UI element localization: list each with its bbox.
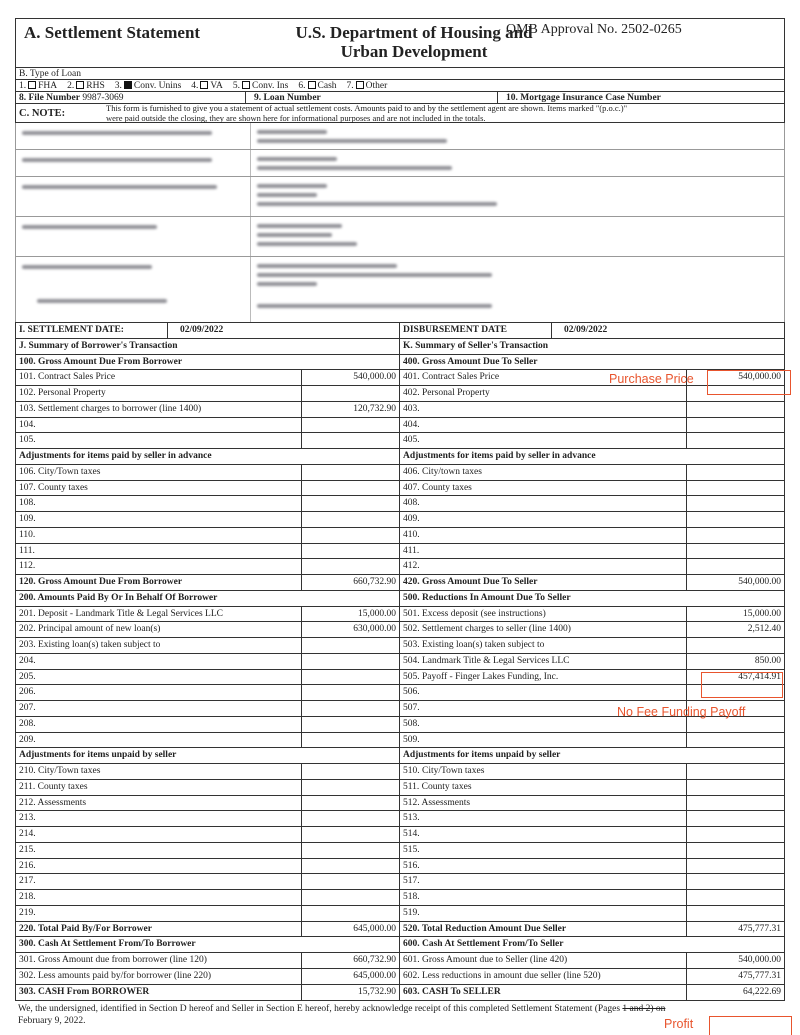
line-item-row [400, 465, 784, 481]
line-item-amount: 540,000.00 [686, 575, 784, 590]
line-item-label: 420. Gross Amount Due To Seller [403, 577, 538, 587]
line-item-amount [686, 559, 784, 574]
line-item-row [400, 843, 784, 859]
line-item-amount [686, 827, 784, 842]
line-item-label: 402. Personal Property [403, 388, 490, 398]
settlement-date-row: I. SETTLEMENT DATE: 02/09/2022 [16, 323, 399, 339]
line-item-label: 401. Contract Sales Price [403, 372, 500, 383]
line-item-label: 500. Reductions In Amount Due To Seller [403, 592, 571, 603]
line-item-amount [686, 859, 784, 874]
line-item-label: 300. Cash At Settlement From/To Borrower [19, 939, 196, 950]
total-row [16, 985, 399, 1001]
line-item-label: 409. [403, 514, 420, 524]
line-item-row [400, 827, 784, 843]
line-item-row [16, 654, 399, 670]
line-item-label: 519. [403, 907, 420, 918]
line-item-amount [301, 906, 399, 921]
note-text: This form is furnished to give you a statement of actual settlement costs. Amounts paid to and by the settlement agent are shown. Items marked "(p.o.c.)" were paid outside the closing, they are shown here for informational purposes and are not included in the totals. [106, 103, 628, 123]
total-row [400, 985, 784, 1001]
annotation-box-purchase-price [707, 370, 791, 395]
loan-type-option[interactable]: 5. Conv. Ins [232, 81, 289, 91]
line-item-label: 202. Principal amount of new loan(s) [19, 624, 161, 635]
line-item-amount [301, 890, 399, 905]
line-item-label: 215. [19, 844, 36, 855]
line-item-amount [686, 890, 784, 905]
line-item-label: 408. [403, 498, 420, 509]
redacted-lender [16, 177, 784, 217]
line-item-amount: 120,732.90 [301, 402, 399, 417]
line-item-label: 404. [403, 419, 420, 430]
line-item-label: 208. [19, 718, 36, 729]
line-item-row [400, 433, 784, 449]
redacted-parties-section [15, 123, 785, 322]
line-item-amount [686, 418, 784, 433]
annotation-box-profit [709, 1016, 792, 1035]
line-item-label: 203. Existing loan(s) taken subject to [19, 640, 161, 650]
line-item-row [16, 638, 399, 654]
redacted-seller [16, 150, 784, 177]
line-item-label: 510. City/Town taxes [403, 766, 485, 776]
line-item-row [400, 512, 784, 528]
line-item-label: 507. [403, 703, 420, 713]
line-item-amount: 660,732.90 [301, 953, 399, 968]
line-item-amount [301, 559, 399, 574]
line-item-label: 213. [19, 813, 36, 824]
loan-type-option[interactable]: 4. VA [191, 81, 223, 91]
line-item-amount [301, 496, 399, 511]
line-item-label: 112. [19, 561, 36, 572]
section-header-row [400, 937, 784, 953]
line-item-label: 406. City/town taxes [403, 466, 482, 477]
line-item-row [16, 827, 399, 843]
line-item-label: 217. [19, 876, 36, 887]
line-item-row [16, 764, 399, 780]
checkbox-icon[interactable] [200, 81, 208, 89]
line-item-label: 403. [403, 403, 420, 414]
line-item-label: 209. [19, 734, 36, 745]
line-item-row [400, 969, 784, 985]
line-item-label: 518. [403, 892, 420, 902]
line-item-label: 201. Deposit - Landmark Title & Legal Services LLC [19, 608, 223, 619]
line-item-row [16, 528, 399, 544]
section-header-row [16, 748, 399, 764]
line-item-row [400, 906, 784, 922]
line-item-label: 506. [403, 687, 420, 698]
line-item-row [400, 811, 784, 827]
line-item-amount [686, 496, 784, 511]
line-item-row [16, 969, 399, 985]
line-item-row [16, 465, 399, 481]
disbursement-date-row: DISBURSEMENT DATE 02/09/2022 [400, 323, 784, 339]
line-item-amount [686, 465, 784, 480]
line-item-label: 602. Less reductions in amount due seller (line 520) [403, 970, 601, 981]
line-item-label: 504. Landmark Title & Legal Services LLC [403, 655, 570, 666]
line-item-amount [686, 433, 784, 448]
total-row [16, 922, 399, 938]
loan-type-option[interactable]: 2. RHS [67, 81, 105, 91]
line-item-label: 210. City/Town taxes [19, 766, 101, 776]
line-item-label: Adjustments for items unpaid by seller [403, 750, 561, 761]
line-item-row [400, 638, 784, 654]
checkbox-checked-icon[interactable] [124, 81, 132, 89]
line-item-amount [301, 701, 399, 716]
line-item-label: 104. [19, 419, 36, 430]
line-item-row [16, 859, 399, 875]
note-row [15, 104, 785, 123]
line-item-amount [301, 528, 399, 543]
line-item-amount [686, 733, 784, 748]
loan-type-option[interactable]: 6. Cash [298, 81, 337, 91]
line-item-amount [686, 481, 784, 496]
checkbox-icon[interactable] [242, 81, 250, 89]
line-item-amount [301, 733, 399, 748]
line-item-label: 412. [403, 561, 420, 572]
line-item-row [400, 717, 784, 733]
line-item-row [16, 496, 399, 512]
line-item-row [400, 859, 784, 875]
line-item-row [400, 559, 784, 575]
line-item-label: 218. [19, 892, 36, 902]
line-item-row [400, 418, 784, 434]
section-header-row [16, 355, 399, 371]
line-item-amount: 850.00 [686, 654, 784, 669]
line-item-label: Adjustments for items paid by seller in advance [19, 451, 212, 461]
line-item-amount: 660,732.90 [301, 575, 399, 590]
line-item-row [16, 953, 399, 969]
line-item-row [16, 512, 399, 528]
line-item-label: 513. [403, 813, 420, 824]
line-item-amount [301, 465, 399, 480]
line-item-row [16, 607, 399, 623]
line-item-row [400, 496, 784, 512]
line-item-row [400, 796, 784, 812]
line-item-label: 603. CASH To SELLER [403, 986, 501, 997]
section-header-row [16, 937, 399, 953]
line-item-row [400, 481, 784, 497]
line-item-amount [301, 433, 399, 448]
line-item-label: 515. [403, 844, 420, 855]
line-item-amount [301, 811, 399, 826]
seller-summary-title: K. Summary of Seller's Transaction [400, 339, 784, 355]
line-item-label: 303. CASH From BORROWER [19, 986, 150, 997]
loan-number: 9. Loan Number [246, 92, 498, 103]
line-item-label: 206. [19, 687, 36, 698]
line-item-row [400, 607, 784, 623]
redacted-borrower [16, 123, 784, 150]
line-item-row [16, 733, 399, 749]
line-item-amount [301, 764, 399, 779]
line-item-amount: 64,222.69 [686, 985, 784, 1001]
line-item-label: 111. [19, 545, 35, 556]
loan-type-option[interactable]: 1. FHA [19, 81, 58, 91]
line-item-row [16, 481, 399, 497]
line-item-amount: 475,777.31 [686, 969, 784, 984]
line-item-label: 110. [19, 529, 36, 540]
line-item-amount [686, 796, 784, 811]
line-item-amount [686, 843, 784, 858]
line-item-row [16, 811, 399, 827]
summary-table [15, 322, 785, 1001]
line-item-amount [686, 544, 784, 559]
line-item-amount [686, 906, 784, 921]
agency-name: U.S. Department of Housing and Urban Development [295, 23, 533, 61]
borrower-summary [16, 323, 400, 1000]
line-item-row [16, 418, 399, 434]
file-number: 8. File Number 9987-3069 [16, 92, 246, 103]
line-item-amount [301, 512, 399, 527]
line-item-row [16, 544, 399, 560]
line-item-row [400, 622, 784, 638]
acknowledgement-text: We, the undersigned, identified in Section D hereof and Seller in Section E hereof, hereby acknowledge receipt of this completed Settlement Statement (Pages 1 and 2) on February 9, 2022. [18, 1004, 666, 1027]
line-item-row [16, 370, 399, 386]
line-item-row [16, 843, 399, 859]
line-item-label: 302. Less amounts paid by/for borrower (line 220) [19, 970, 212, 981]
line-item-amount [301, 717, 399, 732]
checkbox-icon[interactable] [308, 81, 316, 89]
line-item-row [400, 528, 784, 544]
line-item-row [16, 685, 399, 701]
loan-type-label: B. Type of Loan [15, 68, 785, 80]
redacted-property-location [16, 217, 784, 257]
line-item-row [16, 890, 399, 906]
line-item-row [16, 796, 399, 812]
total-row [16, 575, 399, 591]
line-item-label: 301. Gross Amount due from borrower (line 120) [19, 955, 207, 965]
line-item-amount: 645,000.00 [301, 922, 399, 937]
line-item-row [16, 780, 399, 796]
annotation-box-payoff [701, 672, 783, 698]
line-item-label: 207. [19, 703, 36, 713]
line-item-amount [686, 811, 784, 826]
line-item-label: 505. Payoff - Finger Lakes Funding, Inc. [403, 671, 559, 682]
annotation-payoff: No Fee Funding Payoff [617, 705, 746, 719]
line-item-label: 105. [19, 435, 36, 446]
line-item-label: 511. County taxes [403, 781, 472, 792]
line-item-row [400, 654, 784, 670]
line-item-amount [301, 638, 399, 653]
line-item-label: 102. Personal Property [19, 388, 106, 398]
line-item-label: 600. Cash At Settlement From/To Seller [403, 939, 564, 950]
line-item-label: 502. Settlement charges to seller (line 1400) [403, 624, 571, 635]
line-item-row [16, 874, 399, 890]
line-item-label: 205. [19, 671, 36, 682]
line-item-amount [301, 843, 399, 858]
line-item-amount: 15,000.00 [686, 607, 784, 622]
line-item-label: 212. Assessments [19, 797, 87, 808]
line-item-amount: 540,000.00 [686, 953, 784, 968]
line-item-amount [301, 544, 399, 559]
line-item-amount [686, 402, 784, 417]
line-item-label: 211. County taxes [19, 781, 88, 792]
line-item-row [16, 717, 399, 733]
line-item-label: 216. [19, 860, 36, 871]
line-item-amount: 540,000.00 [301, 370, 399, 385]
line-item-row [16, 701, 399, 717]
line-item-label: 503. Existing loan(s) taken subject to [403, 640, 545, 650]
section-header-row [400, 591, 784, 607]
loan-type-option[interactable]: 3. Conv. Unins [114, 81, 182, 91]
line-item-label: 405. [403, 435, 420, 446]
line-item-amount [301, 386, 399, 401]
line-item-row [400, 953, 784, 969]
line-item-amount [301, 780, 399, 795]
redacted-settlement-agent [16, 257, 784, 322]
line-item-row [400, 890, 784, 906]
line-item-amount [301, 481, 399, 496]
line-item-amount [301, 796, 399, 811]
total-row [400, 575, 784, 591]
line-item-amount: 15,000.00 [301, 607, 399, 622]
line-item-row [16, 402, 399, 418]
line-item-label: 214. [19, 829, 36, 839]
line-item-label: 517. [403, 876, 420, 887]
line-item-amount [686, 638, 784, 653]
section-header-row [400, 355, 784, 371]
line-item-label: Adjustments for items paid by seller in advance [403, 451, 596, 461]
line-item-amount [301, 418, 399, 433]
mortgage-insurance-case-number: 10. Mortgage Insurance Case Number [506, 93, 661, 103]
section-header-row [400, 449, 784, 465]
loan-type-option[interactable]: 7. Other [346, 81, 388, 91]
borrower-summary-title: J. Summary of Borrower's Transaction [16, 339, 399, 355]
line-item-label: 601. Gross Amount due to Seller (line 420) [403, 955, 568, 965]
line-item-label: 100. Gross Amount Due From Borrower [19, 356, 183, 367]
line-item-amount [686, 780, 784, 795]
line-item-amount: 645,000.00 [301, 969, 399, 984]
line-item-label: 120. Gross Amount Due From Borrower [19, 577, 183, 587]
line-item-row [400, 402, 784, 418]
line-item-label: 516. [403, 860, 420, 871]
line-item-label: 509. [403, 734, 420, 745]
line-item-amount [686, 874, 784, 889]
settlement-statement-page [15, 18, 785, 1027]
line-item-amount: 2,512.40 [686, 622, 784, 637]
line-item-label: 410. [403, 529, 420, 540]
line-item-row [16, 559, 399, 575]
line-item-amount [301, 654, 399, 669]
line-item-amount [686, 512, 784, 527]
line-item-label: 103. Settlement charges to borrower (line 1400) [19, 403, 202, 414]
line-item-row [400, 733, 784, 749]
line-item-amount: 630,000.00 [301, 622, 399, 637]
annotation-profit: Profit [664, 1017, 694, 1031]
line-item-label: 106. City/Town taxes [19, 466, 101, 477]
line-item-amount: 15,732.90 [301, 985, 399, 1001]
section-header-row [400, 748, 784, 764]
line-item-label: 101. Contract Sales Price [19, 372, 116, 383]
line-item-amount [301, 874, 399, 889]
checkbox-icon[interactable] [76, 81, 84, 89]
line-item-amount [301, 827, 399, 842]
line-item-amount: 540,000.00 [686, 370, 784, 385]
line-item-label: 219. [19, 907, 36, 918]
line-item-label: 514. [403, 829, 420, 839]
disbursement-date: 02/09/2022 [564, 325, 608, 335]
line-item-amount: 457,414.91 [686, 670, 784, 685]
seller-summary [400, 323, 784, 1000]
settlement-date: 02/09/2022 [180, 325, 224, 335]
line-item-row [400, 544, 784, 560]
checkbox-icon[interactable] [28, 81, 36, 89]
line-item-label: 411. [403, 545, 420, 556]
line-item-label: 109. [19, 514, 36, 524]
line-item-label: 508. [403, 718, 420, 729]
line-item-row [400, 780, 784, 796]
line-item-amount [686, 764, 784, 779]
line-item-label: 407. County taxes [403, 482, 472, 493]
note-label: C. NOTE: [19, 108, 66, 119]
line-item-amount [686, 528, 784, 543]
line-item-row [16, 433, 399, 449]
section-header-row [16, 591, 399, 607]
annotation-purchase-price: Purchase Price [609, 372, 694, 386]
line-item-amount [301, 670, 399, 685]
line-item-label: 501. Excess deposit (see instructions) [403, 608, 546, 619]
line-item-amount [301, 859, 399, 874]
line-item-label: 108. [19, 498, 36, 509]
line-item-label: 220. Total Paid By/For Borrower [19, 923, 152, 934]
line-item-row [16, 670, 399, 686]
omb-approval: OMB Approval No. 2502-0265 [506, 22, 682, 37]
line-item-label: 400. Gross Amount Due To Seller [403, 356, 538, 367]
line-item-label: 107. County taxes [19, 482, 88, 493]
line-item-row [16, 906, 399, 922]
line-item-row [16, 386, 399, 402]
form-header [15, 18, 785, 68]
line-item-amount [301, 685, 399, 700]
line-item-label: 512. Assessments [403, 797, 471, 808]
line-item-label: 520. Total Reduction Amount Due Seller [403, 923, 567, 934]
section-header-row [16, 449, 399, 465]
line-item-row [400, 764, 784, 780]
line-item-label: 204. [19, 655, 36, 666]
loan-type-options [15, 80, 785, 92]
checkbox-icon[interactable] [356, 81, 364, 89]
line-item-label: 200. Amounts Paid By Or In Behalf Of Borrower [19, 592, 218, 603]
line-item-amount: 475,777.31 [686, 922, 784, 937]
total-row [400, 922, 784, 938]
line-item-row [16, 622, 399, 638]
line-item-label: Adjustments for items unpaid by seller [19, 750, 177, 761]
line-item-row [400, 874, 784, 890]
form-title: A. Settlement Statement [24, 23, 201, 42]
